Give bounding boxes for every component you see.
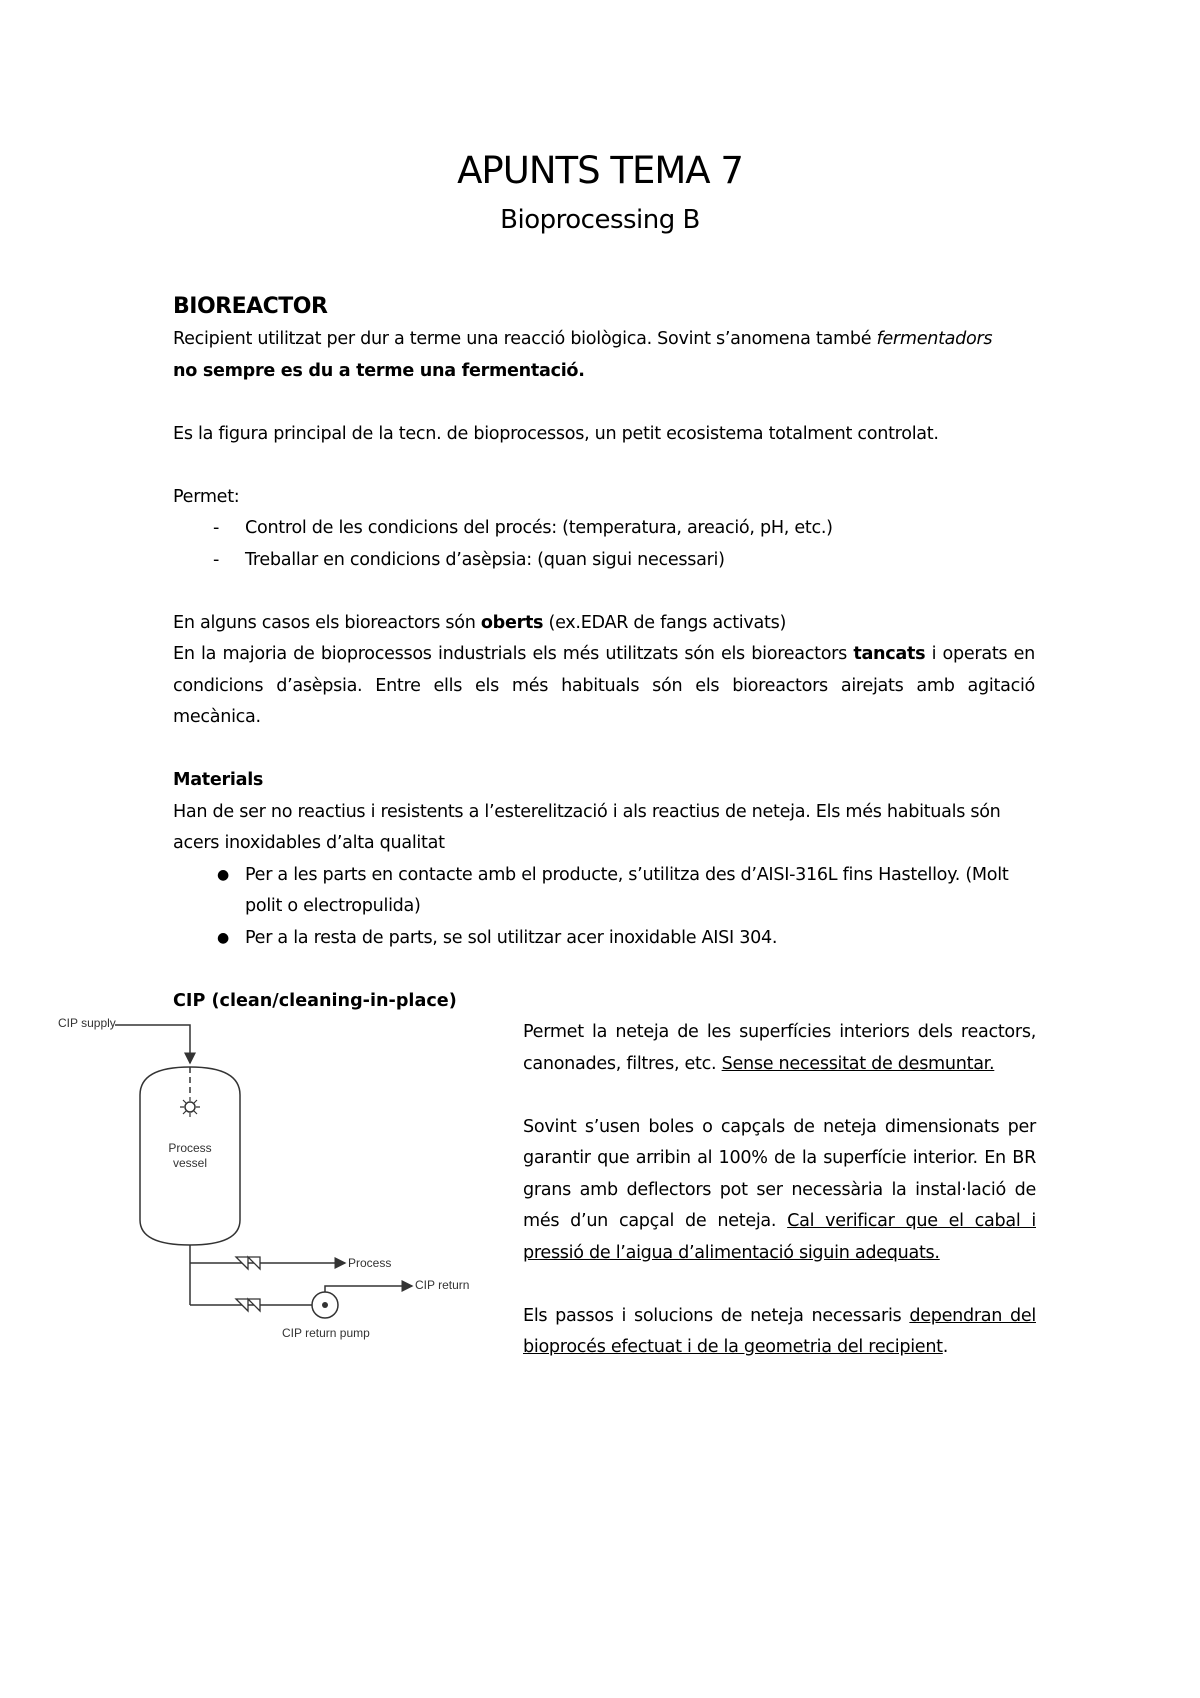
permet-label: Permet: [173,486,240,507]
list-item-text: Per a les parts en contacte amb el producte, s’utilitza des d’AISI-316L fins Hastelloy. (Molt polit o electropulida) [245,864,1009,916]
intro-italic: fermentadors [876,329,993,349]
materials-text: Han de ser no reactius i resistents a l’esterelització i als reactius de neteja. Els més habituals són acers inoxidables d’alta qualitat [173,801,1001,853]
cip-return-pump-label: CIP return pump [282,1326,370,1340]
permet-list [173,513,1035,576]
cip-p3-end: . [942,1337,949,1357]
cip-paragraph-2 [523,1112,1036,1270]
materials-list [173,860,1035,955]
cip-p2-underline: Cal verificar que el cabal i pressió de l’aigua d’alimentació siguin adequats. [523,1211,1036,1263]
materials-heading: Materials [173,770,264,790]
cip-supply-label: CIP supply [58,1016,116,1030]
page-title: APUNTS TEMA 7 [457,149,743,192]
bioreactor-intro [173,324,1035,387]
bioreactor-section [173,290,1035,954]
tancats-bold: tancats [853,644,926,664]
cip-p2-text: Sovint s’usen boles o capçals de neteja dimensionats per garantir que arribin al 100% de la superfície interior. En BR grans amb deflectors pot ser necessària la instal·lació de més d’un capçal de neteja. [523,1116,1036,1231]
list-item [173,545,1035,577]
cip-paragraph-1 [523,1017,1036,1080]
intro-text: Recipient utilitzat per dur a terme una reacció biològica. Sovint s’anomena també [173,329,877,349]
list-item-text: Treballar en condicions d’asèpsia: (quan sigui necessari) [245,549,725,570]
vessel-label-2: vessel [172,1156,208,1170]
principal-text: Es la figura principal de la tecn. de bioprocessos, un petit ecosistema totalment controlat. [173,423,939,444]
vessel-label-1: Process [168,1141,212,1155]
list-item-text: Control de les condicions del procés: (temperatura, areació, pH, etc.) [245,518,833,538]
oberts-pre: En alguns casos els bioreactors són [173,612,481,633]
pump-icon [312,1292,338,1318]
dash-marker: - [213,518,220,538]
tancats-pre: En la majoria de bioprocessos industrials els més utilitzats són els bioreactors [173,644,854,664]
cip-p1-underline: Sense necessitat de desmuntar. [721,1053,995,1074]
cip-return-label: CIP return [415,1278,470,1292]
list-item [173,860,1035,923]
oberts-paragraph [173,608,1035,640]
cip-paragraph-3 [523,1301,1036,1364]
bullet-marker: ● [217,929,229,946]
supply-line [115,1025,190,1063]
dash-marker: - [213,549,220,570]
list-item [173,923,1035,955]
cip-p1-text: Permet la neteja de les superfícies interiors dels reactors, canonades, filtres, etc. [523,1022,1036,1074]
cip-return-line [325,1286,412,1292]
oberts-bold: oberts [480,612,544,633]
cip-diagram [50,1005,520,1375]
cip-p3-underline: dependran del bioprocés efectuat i de la geometria del recipient [523,1305,1036,1357]
list-item [173,513,1035,545]
bioreactor-heading: BIOREACTOR [173,294,328,319]
cip-p3-text: Els passos i solucions de neteja necessaris [523,1305,910,1326]
tancats-post: i operats en condicions d’asèpsia. Entre ells els més habituals són els bioreactors airejats amb agitació mecànica. [173,644,1036,727]
tancats-paragraph [173,639,1035,734]
process-label: Process [348,1256,392,1270]
bullet-marker: ● [217,866,229,883]
list-item-text: Per a la resta de parts, se sol utilitzar acer inoxidable AISI 304. [245,927,778,948]
intro-bold: no sempre es du a terme una fermentació. [173,360,585,381]
oberts-post: (ex.EDAR de fangs activats) [543,612,787,633]
page-subtitle: Bioprocessing B [500,205,700,235]
cip-text-column [523,1017,1036,1364]
cip-heading: CIP (clean/cleaning-in-place) [173,991,457,1011]
